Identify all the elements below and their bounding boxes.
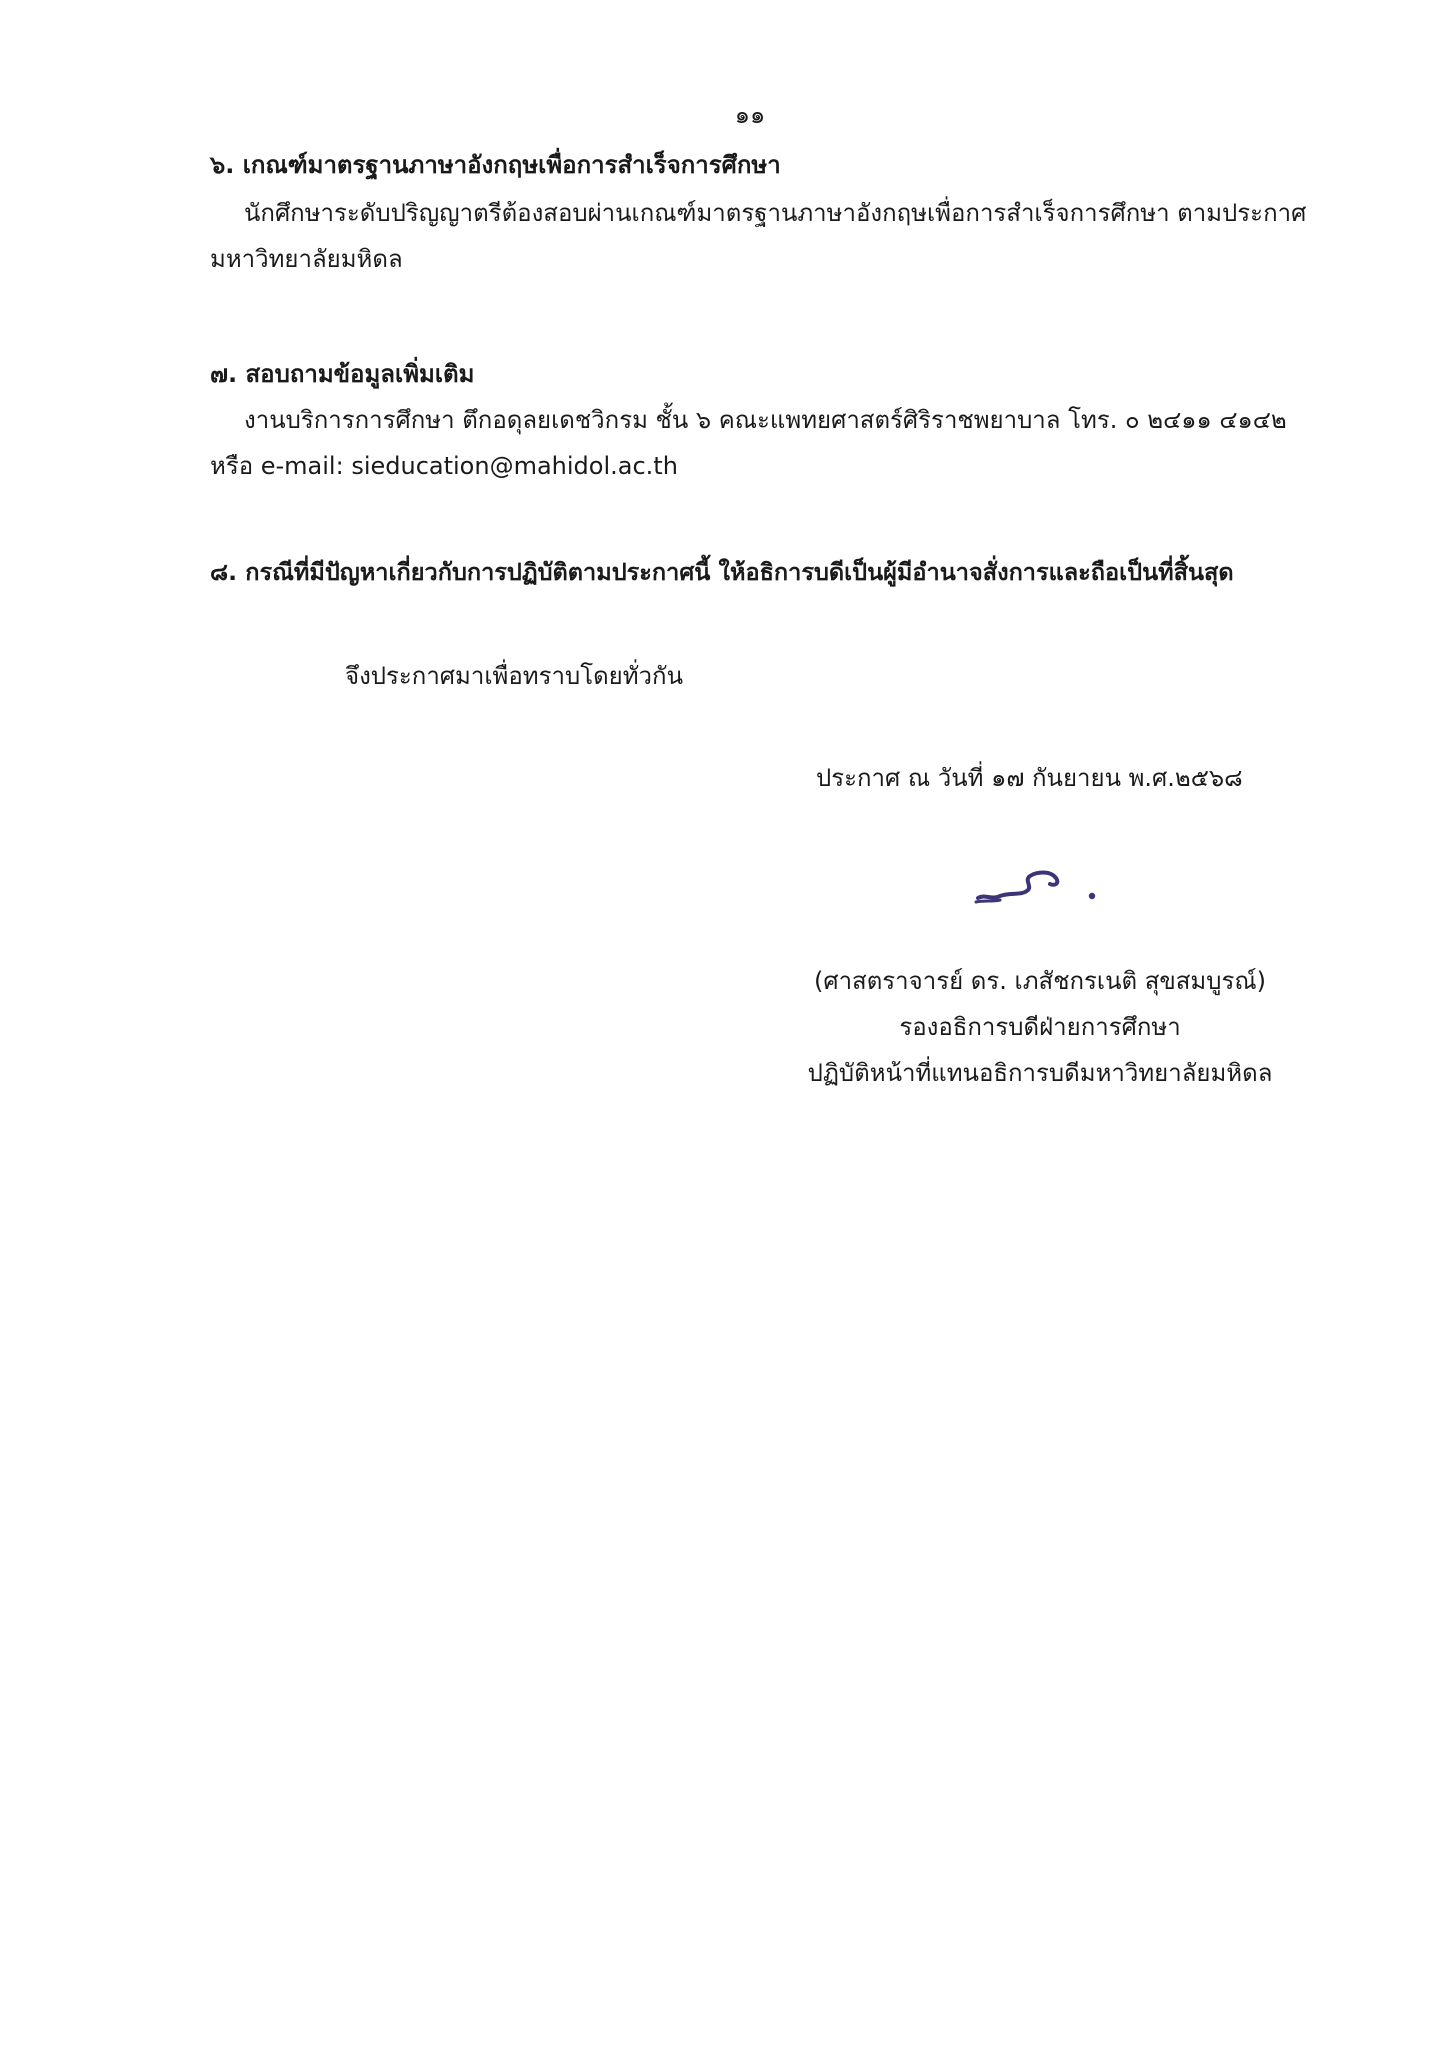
announcement-date: ประกาศ ณ วันที่ ๑๗ กันยายน พ.ศ.๒๕๖๘ (816, 764, 1243, 792)
section-6-paragraph (210, 190, 1335, 282)
section-6 (210, 148, 1335, 282)
signer-name: (ศาสตราจารย์ ดร. เภสัชกรเนติ สุขสมบูรณ์) (813, 967, 1266, 995)
section-7-paragraph (210, 397, 1335, 489)
section-7-line-1: งานบริการการศึกษา ตึกอดุลยเดชวิกรม ชั้น ๖ คณะแพทยศาสตร์ศิริราชพยาบาล โทร. ๐ ๒๔๑๑ ๔๑๔๒ (244, 406, 1287, 434)
section-7-line-2: หรือ e-mail: sieducation@mahidol.ac.th (210, 452, 678, 480)
section-8 (210, 555, 1335, 589)
handwritten-signature (970, 856, 1110, 926)
signer-acting-position: ปฏิบัติหน้าที่แทนอธิการบดีมหาวิทยาลัยมหิดล (807, 1059, 1273, 1087)
signer-block (780, 958, 1300, 1096)
page-number: ๑๑ (734, 101, 766, 129)
signature-dot (1089, 893, 1095, 899)
signer-position: รองอธิการบดีฝ่ายการศึกษา (899, 1013, 1181, 1041)
section-6-line-1: นักศึกษาระดับปริญญาตรีต้องสอบผ่านเกณฑ์มาตรฐานภาษาอังกฤษเพื่อการสำเร็จการศึกษา ตามประกาศ (244, 199, 1307, 227)
section-6-heading: ๖. เกณฑ์มาตรฐานภาษาอังกฤษเพื่อการสำเร็จการศึกษา (210, 151, 781, 179)
section-8-heading: ๘. กรณีที่มีปัญหาเกี่ยวกับการปฏิบัติตามประกาศนี้ ให้อธิการบดีเป็นผู้มีอำนาจสั่งการและถือเป็นที่สิ้นสุด (210, 558, 1234, 586)
section-7 (210, 357, 1335, 489)
section-6-line-2: มหาวิทยาลัยมหิดล (210, 245, 403, 273)
section-7-heading: ๗. สอบถามข้อมูลเพิ่มเติม (210, 360, 475, 388)
closing-statement: จึงประกาศมาเพื่อทราบโดยทั่วกัน (345, 662, 683, 690)
signature-stroke-2 (976, 900, 1000, 902)
signature-stroke (978, 873, 1057, 899)
